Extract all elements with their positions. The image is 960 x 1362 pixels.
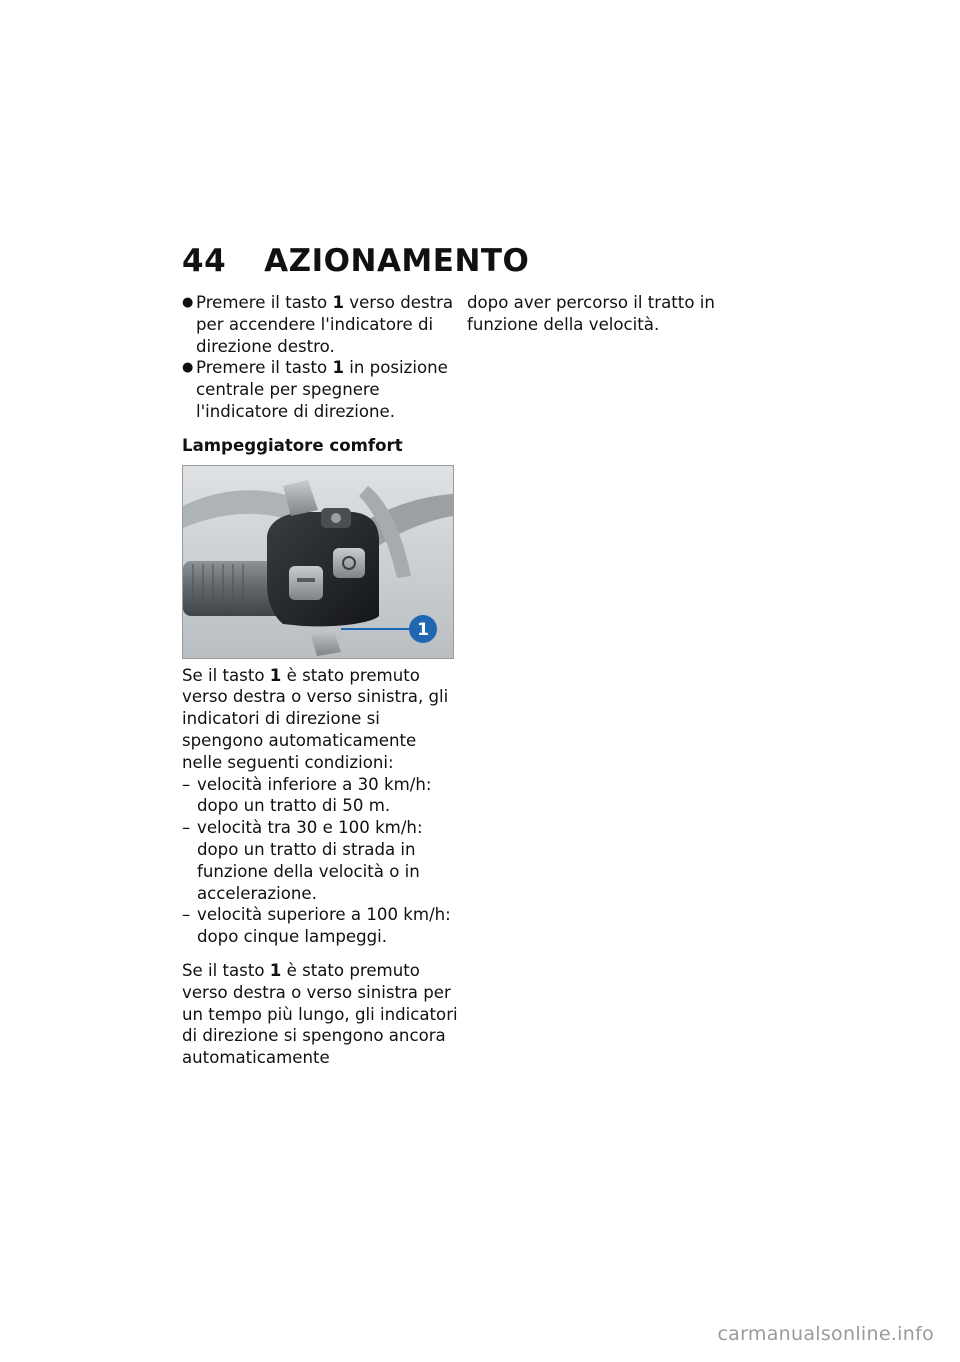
handlebar-switch-illustration [183, 466, 453, 658]
key-reference: 1 [332, 358, 344, 378]
bullet-text: Premere il tasto [196, 293, 333, 312]
bullet-text: Premere il tasto [196, 358, 333, 378]
dash-mark: – [182, 905, 191, 925]
chapter-title: AZIONAMENTO [264, 243, 530, 279]
dash-text: velocità inferiore a 30 km/h: dopo un tratto di 50 m. [197, 774, 432, 816]
dash-item [182, 774, 458, 818]
key-reference: 1 [269, 960, 282, 980]
dash-item [182, 817, 458, 904]
left-column [182, 292, 458, 1069]
paragraph-text: è stato premuto verso destra o verso sinistra, gli indicatori di direzione si spengono automaticamente nelle seguenti condizioni: [182, 665, 449, 772]
dash-text: velocità superiore a 100 km/h: dopo cinque lampeggi. [197, 905, 451, 947]
paragraph [182, 665, 458, 774]
watermark: carmanualsonline.info [717, 1323, 934, 1345]
paragraph-text: è stato premuto verso destra o verso sinistra per un tempo più lungo, gli indicatori di direzione si spengono ancora automaticamente [182, 960, 458, 1068]
bullet-icon: ● [182, 360, 194, 376]
callout-label: 1 [417, 619, 429, 640]
dash-item [182, 904, 458, 948]
handlebar-switch-figure [182, 465, 454, 659]
bullet-text: in posizione centrale per spegnere l'indicatore di direzione. [196, 358, 448, 421]
page-header [182, 243, 529, 279]
page-number: 44 [182, 243, 227, 279]
key-reference: 1 [269, 665, 282, 685]
section-heading: Lampeggiatore comfort [182, 435, 403, 455]
bullet-text: verso destra per accendere l'indicatore di direzione destro. [196, 293, 454, 356]
paragraph-text: Se il tasto [182, 960, 270, 980]
paragraph [182, 960, 458, 1069]
right-column [467, 292, 743, 336]
dash-text: velocità tra 30 e 100 km/h: dopo un tratto di strada in funzione della velocità o in accelerazione. [197, 818, 423, 903]
bullet-item [182, 357, 458, 422]
key-reference: 1 [332, 293, 344, 312]
bullet-item [182, 292, 458, 357]
dash-mark: – [182, 774, 191, 794]
dash-mark: – [182, 818, 191, 838]
bullet-icon: ● [182, 295, 194, 310]
paragraph-text: Se il tasto [182, 665, 270, 685]
paragraph: dopo aver percorso il tratto in funzione della velocità. [467, 293, 715, 334]
